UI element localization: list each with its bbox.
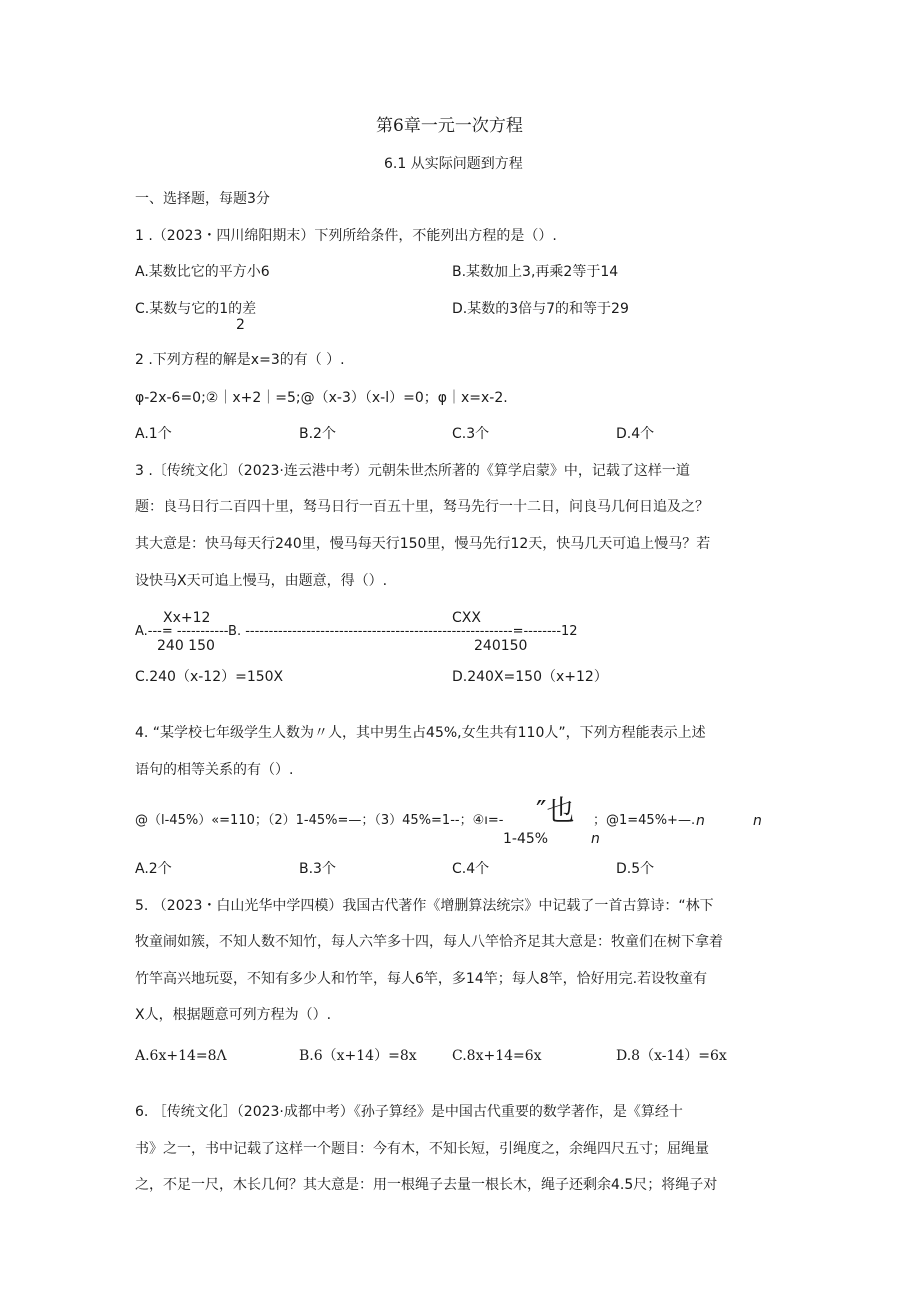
q1-option-a: A.某数比它的平方小6 xyxy=(135,264,270,280)
q5-line-2: 牧童闹如簇，不知人数不知竹，每人六竿多十四，每人八竿恰齐足其大意是：牧童们在树下拿着 xyxy=(135,934,723,950)
q4-equations-n-2: n xyxy=(753,813,762,829)
q6-line-2: 书》之一，书中记载了这样一个题目：今有木，不知长短，引绳度之，余绳四尺五寸；屈绳量 xyxy=(135,1141,709,1157)
q3-options-ab-denominator-right: 240150 xyxy=(474,638,528,654)
q4-line-2: 语句的相等关系的有（）. xyxy=(135,762,294,778)
q2-stem: 2 .下列方程的解是x=3的有（ ）. xyxy=(135,352,345,368)
q2-option-b: B.2个 xyxy=(299,426,336,442)
q5-line-4: X人，根据题意可列方程为（）. xyxy=(135,1007,332,1023)
q4-option-d: D.5个 xyxy=(616,861,655,877)
section-title: 6.1 从实际问题到方程 xyxy=(384,156,523,172)
q3-options-ab-numerator-right: CXX xyxy=(452,610,481,626)
q4-equations-part-1: @（l-45%）«=110；（2）1-45%=—；（3）45%=1--；④ı=- xyxy=(135,813,504,828)
q3-line-4: 设快马X天可追上慢马，由题意，得（）. xyxy=(135,573,388,589)
q5-option-b: B.6（x+14）=8x xyxy=(299,1048,417,1064)
q2-option-c: C.3个 xyxy=(452,426,490,442)
q4-equations-part-2: ；@1=45%+—. xyxy=(593,813,696,828)
part-heading: 一、选择题，每题3分 xyxy=(135,191,270,207)
q4-option-c: C.4个 xyxy=(452,861,490,877)
q2-equations: φ-2x-6=0;②｜x+2｜=5;@（x-3）（x-l）=0；φ｜x=x-2. xyxy=(135,390,508,406)
q5-line-3: 竹竿高兴地玩耍，不知有多少人和竹竿，每人6竿，多14竿；每人8竿，恰好用完.若设牧童有 xyxy=(135,971,708,987)
q3-options-ab-denominator-left: 240 150 xyxy=(157,638,215,654)
q4-line-1: 4. “某学校七年级学生人数为〃人，其中男生占45%,女生共有110人”，下列方程能表示上述 xyxy=(135,725,706,741)
q1-stem: 1 .（2023・四川绵阳期末）下列所给条件，不能列出方程的是（）. xyxy=(135,228,557,244)
q5-line-1: 5. （2023・白山光华中学四模）我国古代著作《增删算法统宗》中记载了一首古算诗：“林下 xyxy=(135,898,714,914)
q2-option-d: D.4个 xyxy=(616,426,655,442)
q1-option-c: C.某数与它的1的差 xyxy=(135,301,257,317)
q5-option-d: D.8（x-14）=6x xyxy=(616,1048,727,1064)
q6-line-3: 之，不足一尺，木长几何？其大意是：用一根绳子去量一根长木，绳子还剩余4.5尺；将绳子对 xyxy=(135,1177,718,1193)
q5-option-a: A.6x+14=8Λ xyxy=(135,1048,227,1064)
q3-options-ab-numerator-left: Xx+12 xyxy=(163,610,211,626)
q3-options-ab-line: A.---= -----------B. ---------------------------------------------------------=--------12 xyxy=(135,624,578,639)
q1-option-d: D.某数的3倍与7的和等于29 xyxy=(452,301,629,317)
q3-line-2: 题：良马日行二百四十里，驽马日行一百五十里，驽马先行一十二日，问良马几何日追及之？ xyxy=(135,499,709,515)
q3-option-d: D.240X=150（x+12） xyxy=(452,669,608,685)
q5-option-c: C.8x+14=6x xyxy=(452,1048,542,1064)
q4-equations-denominator: 1-45% xyxy=(503,831,549,847)
q4-equations-n-1: n xyxy=(696,813,705,829)
q4-equations-denominator-n: n xyxy=(591,831,600,847)
q4-option-a: A.2个 xyxy=(135,861,172,877)
q1-option-c-denominator: 2 xyxy=(236,317,245,333)
q1-option-b: B.某数加上3,再乘2等于14 xyxy=(452,264,619,280)
q6-line-1: 6. ［传统文化］（2023·成都中考）《孙子算经》是中国古代重要的数学著作，是《算经十 xyxy=(135,1104,683,1120)
q3-line-1: 3 .〔传统文化〕（2023·连云港中考）元朝朱世杰所著的《算学启蒙》中，记载了这样一道 xyxy=(135,463,690,479)
q3-option-c: C.240（x-12）=150X xyxy=(135,669,284,685)
q4-equations-big-glyphs: ″也 xyxy=(536,794,575,827)
chapter-title: 第6章一元一次方程 xyxy=(376,116,523,136)
q2-option-a: A.1个 xyxy=(135,426,172,442)
q3-line-3: 其大意是：快马每天行240里，慢马每天行150里，慢马先行12天，快马几天可追上慢马？若 xyxy=(135,536,711,552)
q4-option-b: B.3个 xyxy=(299,861,336,877)
